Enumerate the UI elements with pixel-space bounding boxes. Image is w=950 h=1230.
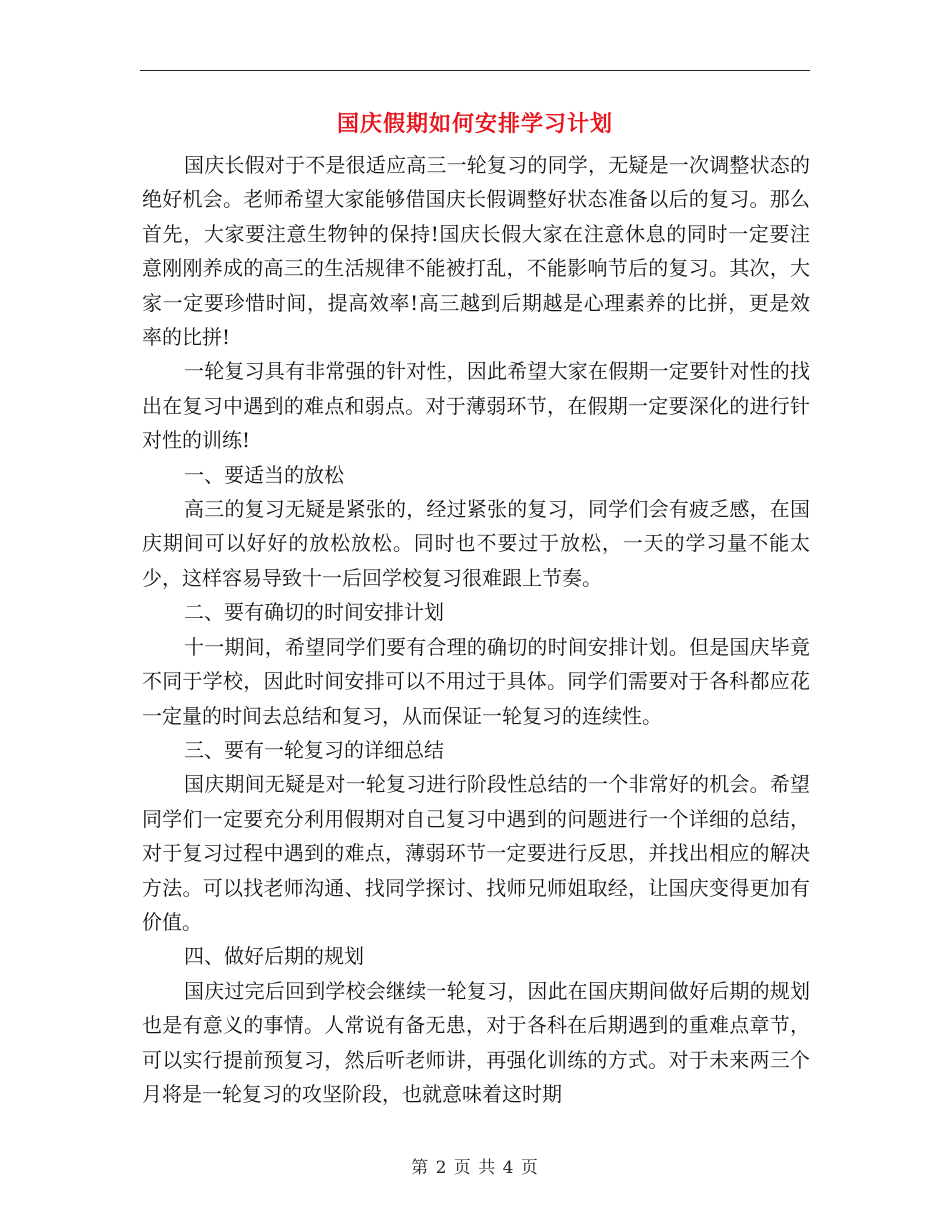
section-heading-summary: 三、要有一轮复习的详细总结: [184, 737, 444, 762]
section-heading-planning: 四、做好后期的规划: [184, 944, 364, 969]
paragraph-planning: 国庆过完后回到学校会继续一轮复习，因此在国庆期间做好后期的规划也是有意义的事情。人常说有备无患，对于各科在后期遇到的重难点章节，可以实行提前预复习，然后听老师讲，再强化训练的方式。对于未来两三个月将是一轮复习的攻坚阶段，也就意味着这时期: [142, 978, 810, 1106]
paragraph-relax: 高三的复习无疑是紧张的，经过紧张的复习，同学们会有疲乏感，在国庆期间可以好好的放松放松。同时也不要过于放松，一天的学习量不能太少，这样容易导致十一后回学校复习很难跟上节奏。: [142, 497, 810, 590]
document-body: [142, 148, 810, 1111]
paragraph-schedule: 十一期间，希望同学们要有合理的确切的时间安排计划。但是国庆毕竟不同于学校，因此时间安排可以不用过于具体。同学们需要对于各科都应花一定量的时间去总结和复习，从而保证一轮复习的连续性。: [142, 634, 810, 728]
section-heading-relax: 一、要适当的放松: [184, 462, 344, 487]
paragraph-summary: 国庆期间无疑是对一轮复习进行阶段性总结的一个非常好的机会。希望同学们一定要充分利用假期对自己复习中遇到的问题进行一个详细的总结，对于复习过程中遇到的难点，薄弱环节一定要进行反思，并找出相应的解决方法。可以找老师沟通、找同学探讨、找师兄师姐取经，让国庆变得更加有价值。: [142, 772, 810, 934]
paragraph-targeted-review: 一轮复习具有非常强的针对性，因此希望大家在假期一定要针对性的找出在复习中遇到的难点和弱点。对于薄弱环节，在假期一定要深化的进行针对性的训练!: [142, 359, 810, 453]
page-number-footer: 第 2 页 共 4 页: [411, 1158, 539, 1178]
section-heading-schedule: 二、要有确切的时间安排计划: [184, 600, 444, 625]
header-rule: [140, 70, 810, 71]
document-title: 国庆假期如何安排学习计划: [336, 111, 613, 137]
paragraph-intro: 国庆长假对于不是很适应高三一轮复习的同学，无疑是一次调整状态的绝好机会。老师希望大家能够借国庆长假调整好状态准备以后的复习。那么首先，大家要注意生物钟的保持!国庆长假大家在注意休息的同时一定要注意刚刚养成的高三的生活规律不能被打乱，不能影响节后的复习。其次，大家一定要珍惜时间，提高效率!高三越到后期越是心理素养的比拼，更是效率的比拼!: [142, 153, 810, 350]
